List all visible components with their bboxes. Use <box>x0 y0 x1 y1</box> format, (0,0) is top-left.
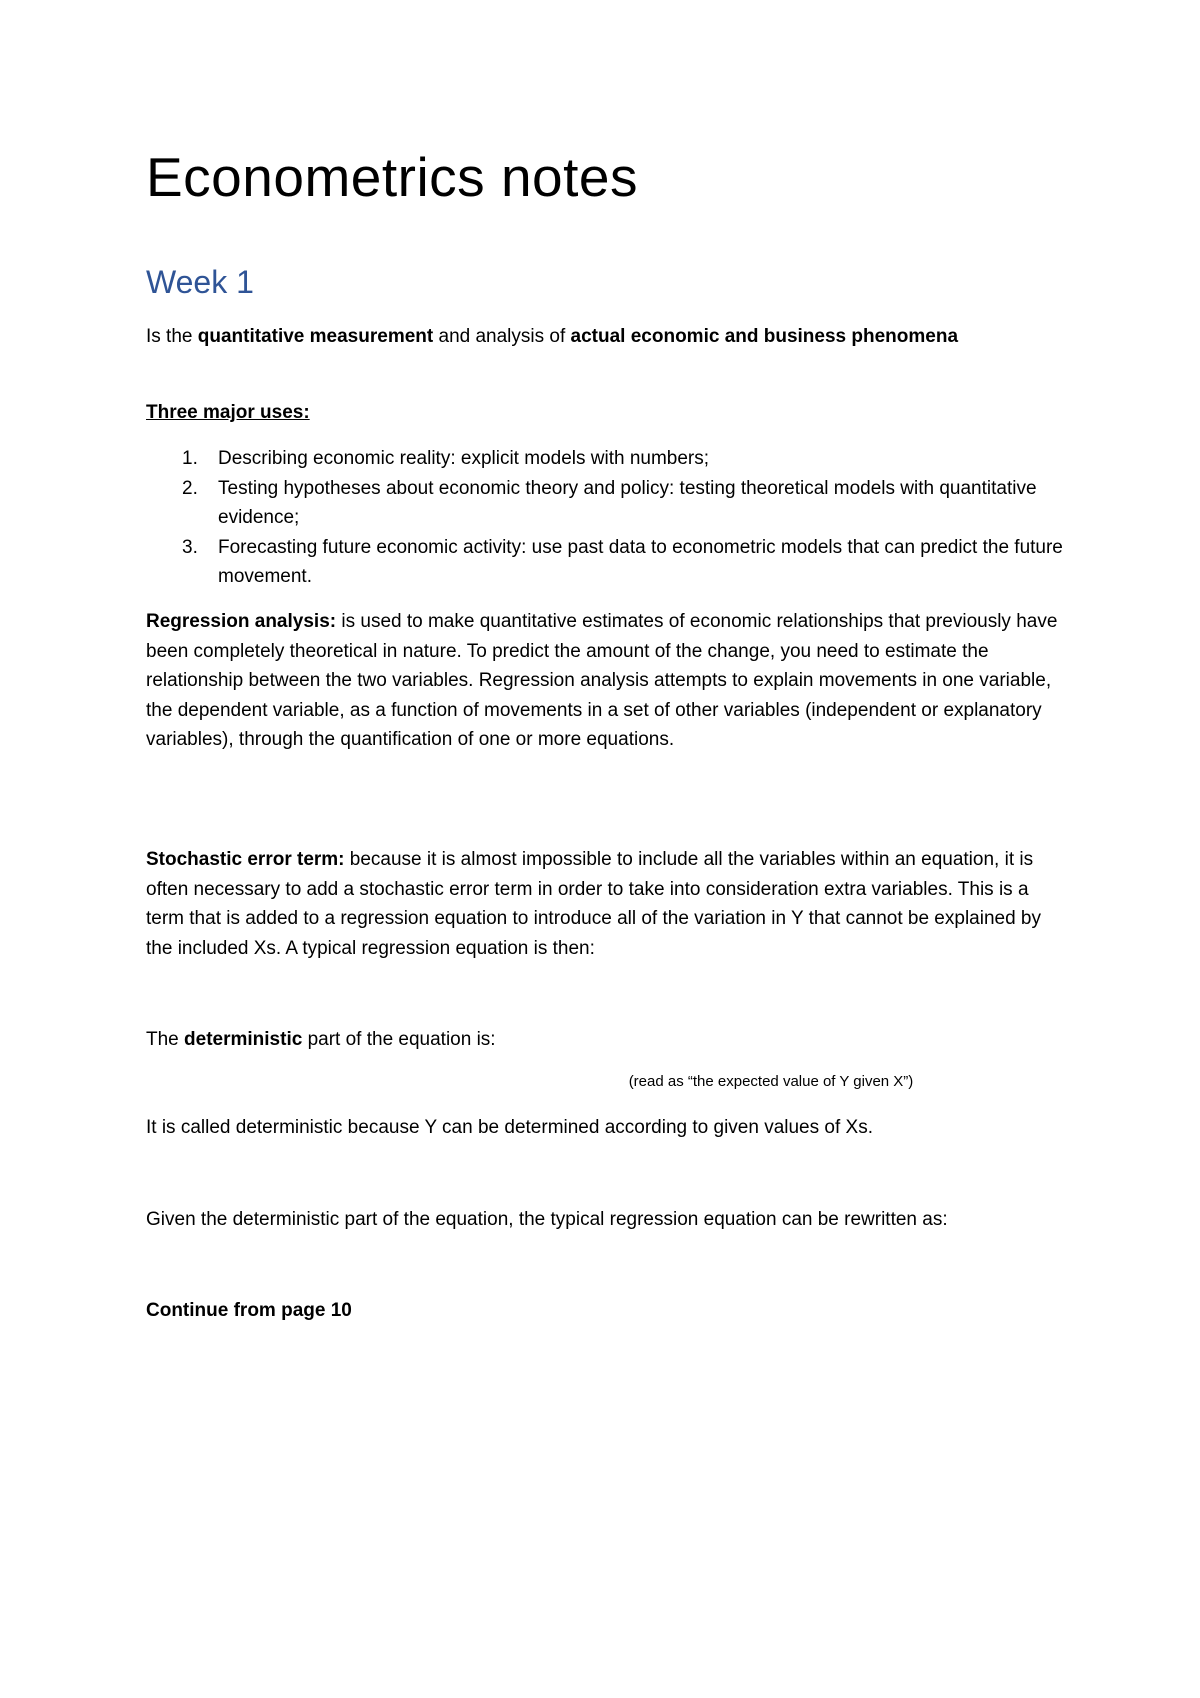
regression-paragraph <box>146 607 1066 755</box>
deterministic-prefix: The <box>146 1029 185 1050</box>
list-item <box>146 444 1066 474</box>
list-item-text: Testing hypotheses about economic theory and policy: testing theoretical models with quantitative evidence; <box>218 477 1037 528</box>
continue-note: Continue from page 10 <box>146 1300 352 1321</box>
uses-heading-paragraph <box>146 398 1066 428</box>
list-item-number: 3. <box>182 536 198 558</box>
intro-paragraph <box>146 322 1066 352</box>
list-item-number: 1. <box>182 448 198 469</box>
list-item-text: Describing economic reality: explicit models with numbers; <box>218 448 710 469</box>
document-title: Econometrics notes <box>146 146 638 208</box>
intro-prefix: Is the <box>146 326 198 347</box>
list-item <box>146 533 1066 592</box>
uses-list <box>146 444 1066 592</box>
document-page <box>146 0 1066 1698</box>
list-item-number: 2. <box>182 477 198 499</box>
regression-label: Regression analysis: <box>146 611 337 632</box>
intro-bold-phenomena: actual economic and business phenomena <box>570 326 959 347</box>
continue-paragraph <box>146 1296 1066 1326</box>
expected-value-caption: (read as “the expected value of Y given X”) <box>628 1073 914 1090</box>
regression-text: is used to make quantitative estimates of economic relationships that previously have been completely theoretical in nature. To predict the amount of the change, you need to estimate the relationship between the two variables. Regression analysis attempts to explain movements in one variable, the dependent variable, as a function of movements in a set of other variables (independent or explanatory variables), through the quantification of one or more equations. <box>146 611 1058 750</box>
deterministic-bold: deterministic <box>184 1029 303 1050</box>
stochastic-paragraph <box>146 845 1066 963</box>
uses-heading: Three major uses: <box>146 402 310 423</box>
list-item <box>146 474 1066 533</box>
intro-middle: and analysis of <box>433 326 571 347</box>
intro-bold-quantitative: quantitative measurement <box>197 326 434 347</box>
deterministic-suffix: part of the equation is: <box>302 1029 496 1050</box>
deterministic-explained-paragraph: It is called deterministic because Y can be determined according to given values of Xs. <box>146 1117 873 1138</box>
rewritten-paragraph: Given the deterministic part of the equation, the typical regression equation can be rewritten as: <box>146 1209 948 1230</box>
stochastic-label: Stochastic error term: <box>146 849 345 870</box>
list-item-text: Forecasting future economic activity: use past data to econometric models that can predict the future movement. <box>218 536 1063 587</box>
deterministic-paragraph <box>146 1025 1066 1055</box>
week-heading: Week 1 <box>146 264 254 300</box>
stochastic-text: because it is almost impossible to include all the variables within an equation, it is often necessary to add a stochastic error term in order to take into consideration extra variables. This is a term that is added to a regression equation to introduce all of the variation in Y that cannot be explained by the included Xs. A typical regression equation is then: <box>146 849 1041 959</box>
